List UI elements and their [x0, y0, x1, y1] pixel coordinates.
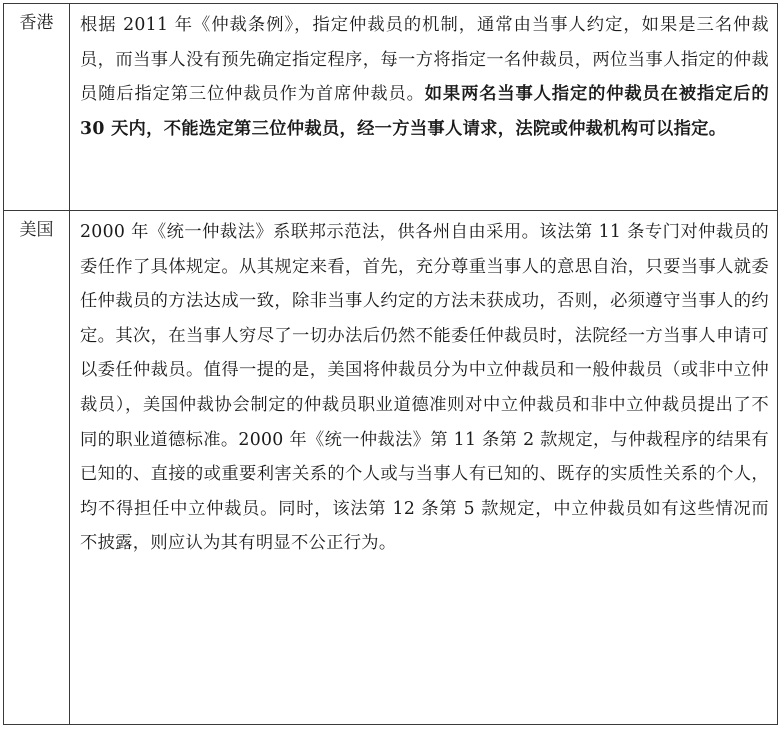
comparison-table — [3, 3, 778, 725]
table-row-united-states — [4, 211, 778, 725]
content-cell-hong-kong — [70, 4, 778, 211]
content-text-united-states: 2000 年《统一仲裁法》系联邦示范法，供各州自由采用。该法第 11 条专门对仲裁员的委任作了具体规定。从其规定来看，首先，充分尊重当事人的意思自治，只要当事人就委任仲裁员的方法达成一致，除非当事人约定的方法未获成功，否则，必须遵守当事人的约定。其次，在当事人穷尽了一切办法后仍然不能委任仲裁员时，法院经一方当事人申请可以委任仲裁员。值得一提的是，美国将仲裁员分为中立仲裁员和一般仲裁员（或非中立仲裁员），美国仲裁协会制定的仲裁员职业道德准则对中立仲裁员和非中立仲裁员提出了不同的职业道德标准。2000 年《统一仲裁法》第 11 条第 2 款规定，与仲裁程序的结果有已知的、直接的或重要利害关系的个人或与当事人有已知的、既存的实质性关系的个人，均不得担任中立仲裁员。同时，该法第 12 条第 5 款规定，中立仲裁员如有这些情况而不披露，则应认为其有明显不公正行为。 — [80, 222, 769, 554]
region-label-united-states: 美国 — [4, 211, 70, 725]
content-cell-united-states — [70, 211, 778, 725]
content-text-hong-kong: 根据 2011 年《仲裁条例》，指定仲裁员的机制，通常由当事人约定，如果是三名仲裁员，而当事人没有预先确定指定程序，每一方将指定一名仲裁员，两位当事人指定的仲裁员随后指定第三位仲裁员作为首席仲裁员。 — [80, 15, 769, 105]
table-row-hong-kong — [4, 4, 778, 211]
region-label-hong-kong: 香港 — [4, 4, 70, 211]
content-bold-text-hong-kong: 如果两名当事人指定的仲裁员在被指定后的 30 天内，不能选定第三位仲裁员，经一方当事人请求，法院或仲裁机构可以指定。 — [80, 84, 769, 139]
